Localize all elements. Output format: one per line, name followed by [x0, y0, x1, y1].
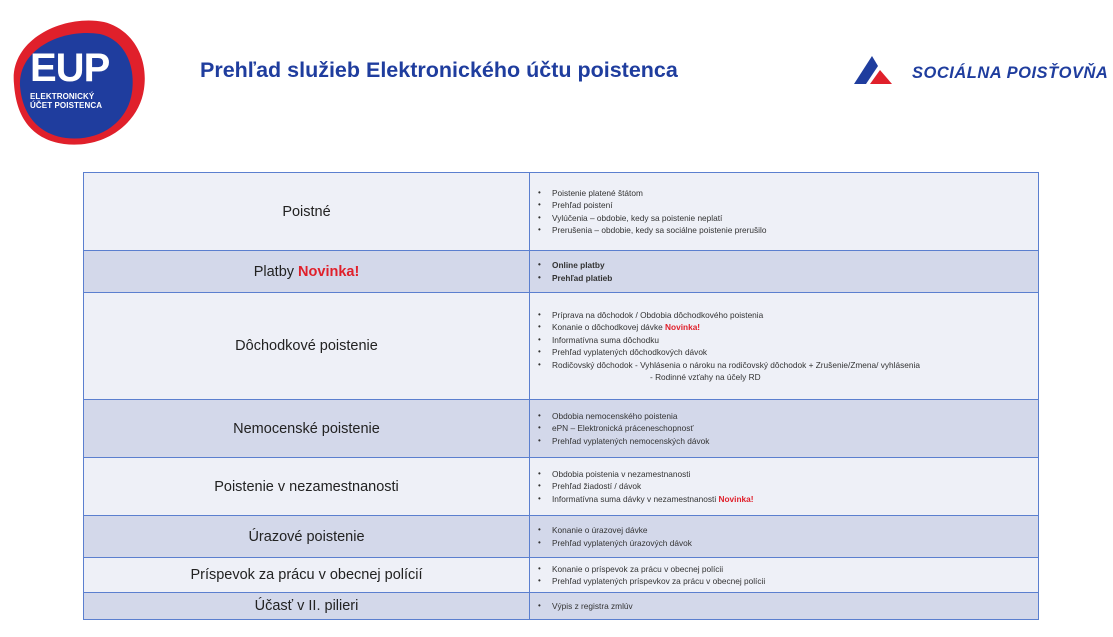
list-item: • Prehľad vyplatených úrazových dávok: [538, 537, 1030, 550]
list-item: • Prehľad vyplatených dôchodkových dávok: [538, 346, 1030, 359]
details-urazove: [530, 516, 1039, 558]
details-platby: [530, 251, 1039, 293]
list-item: • Prerušenia – obdobie, kedy sa sociálne poistenie prerušilo: [538, 224, 1030, 237]
novinka-badge: Novinka!: [665, 322, 701, 332]
list-item: • Informatívna suma dávky v nezamestnanosti Novinka!: [538, 493, 1030, 506]
list-item: • Online platby: [538, 259, 1030, 272]
novinka-badge: Novinka!: [298, 263, 360, 280]
list-item: • Konanie o príspevok za prácu v obecnej polícii: [538, 563, 1030, 576]
category-platby: Platby Novinka!: [84, 251, 530, 293]
category-obecna-policia: Príspevok za prácu v obecnej polícií: [84, 558, 530, 593]
category-poistne: Poistné: [84, 173, 530, 251]
list-item: • Konanie o dôchodkovej dávke Novinka!: [538, 321, 1030, 334]
category-nezamestnanost: Poistenie v nezamestnanosti: [84, 458, 530, 516]
table-row: [84, 293, 1039, 400]
table-row: [84, 558, 1039, 593]
list-item: • Poistenie platené štátom: [538, 187, 1030, 200]
list-item: • ePN – Elektronická práceneschopnosť: [538, 422, 1030, 435]
details-obecna-policia: [530, 558, 1039, 593]
list-item: • Prehľad platieb: [538, 272, 1030, 285]
list-item: • Konanie o úrazovej dávke: [538, 524, 1030, 537]
socialna-poistovna-logo: [850, 52, 1110, 92]
category-nemocenske: Nemocenské poistenie: [84, 400, 530, 458]
details-nezamestnanost: [530, 458, 1039, 516]
category-urazove: Úrazové poistenie: [84, 516, 530, 558]
table-row: [84, 516, 1039, 558]
details-poistne: [530, 173, 1039, 251]
list-item: • Vylúčenia – obdobie, kedy sa poistenie neplatí: [538, 212, 1030, 225]
details-ii-pilier: [530, 593, 1039, 620]
details-nemocenske: [530, 400, 1039, 458]
table-row: [84, 251, 1039, 293]
brand-name: SOCIÁLNA POISŤOVŇA: [912, 64, 1109, 82]
novinka-badge: Novinka!: [718, 493, 754, 504]
list-item: • Prehľad vyplatených nemocenských dávok: [538, 435, 1030, 448]
table-row: [84, 400, 1039, 458]
list-item: • Rodičovský dôchodok - Vyhlásenia o nároku na rodičovský dôchodok + Zrušenie/Zmena/ vyhlásenia: [538, 359, 1030, 372]
list-item: • Prehľad vyplatených príspevkov za prácu v obecnej polícii: [538, 575, 1030, 588]
category-dochodkove: Dôchodkové poistenie: [84, 293, 530, 400]
list-item: • Obdobia poistenia v nezamestnanosti: [538, 468, 1030, 481]
list-item: • Prehľad žiadostí / dávok: [538, 480, 1030, 493]
list-item: • Príprava na dôchodok / Obdobia dôchodkového poistenia: [538, 309, 1030, 322]
list-item: • Informatívna suma dôchodku: [538, 334, 1030, 347]
table-row: [84, 593, 1039, 620]
table-row: [84, 458, 1039, 516]
list-item: • Obdobia nemocenského poistenia: [538, 410, 1030, 423]
page-title: Prehľad služieb Elektronického účtu poistenca: [200, 58, 678, 82]
table-row: [84, 173, 1039, 251]
list-item: • Výpis z registra zmlúv: [538, 600, 1030, 613]
services-table: [83, 172, 1039, 620]
category-ii-pilier: Účasť v II. pilieri: [84, 593, 530, 620]
list-item-continuation: - Rodinné vzťahy na účely RD: [650, 372, 761, 382]
details-dochodkove: [530, 293, 1039, 400]
brand-triangle-icon: [850, 52, 896, 88]
list-item: • Prehľad poistení: [538, 199, 1030, 212]
eup-logo-text: EUP ELEKTRONICKÝ ÚČET POISTENCA: [30, 46, 110, 110]
